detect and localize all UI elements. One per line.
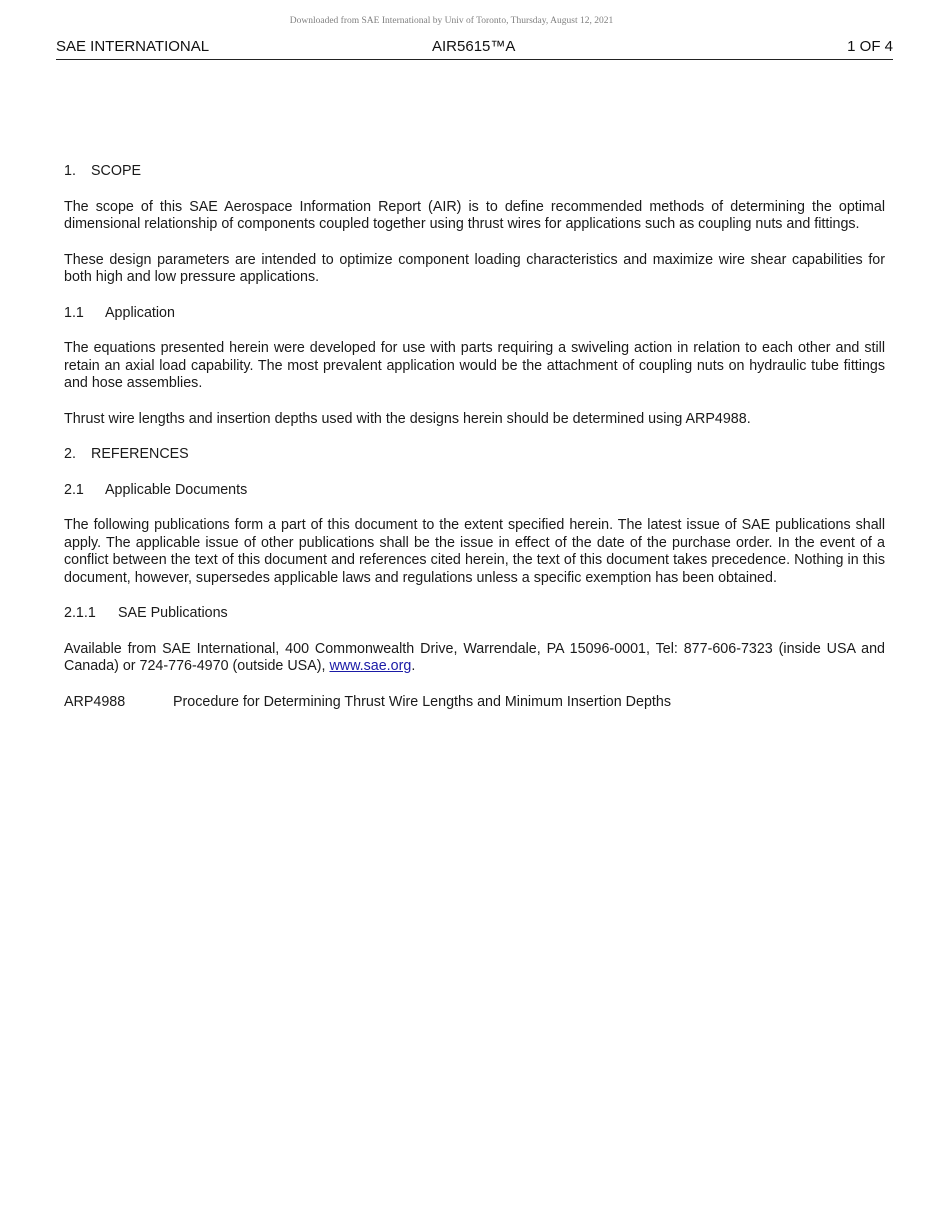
section-number: 2.1.1 <box>64 605 96 621</box>
reference-title: Procedure for Determining Thrust Wire Lengths and Minimum Insertion Depths <box>173 693 671 710</box>
header-page-number: 1 OF 4 <box>847 38 893 55</box>
header-organization: SAE INTERNATIONAL <box>56 38 210 55</box>
sae-website-link[interactable]: www.sae.org <box>329 658 412 674</box>
application-paragraph-2: Thrust wire lengths and insertion depths used with the designs herein should be determined using ARP4988. <box>64 410 751 427</box>
section-heading-application <box>64 305 885 323</box>
reference-entry <box>64 694 885 712</box>
section-number: 2.1 <box>64 481 84 498</box>
applicable-documents-paragraph: The following publications form a part of this document to the extent specified herein. The latest issue of SAE publications shall apply. The applicable issue of other publications shall be the issue in effect of the date of the purchase order. In the event of a conflict between the text of this document and references cited herein, the text of this document takes precedence. Nothing in this document, however, supersedes applicable laws and regulations unless a specific exemption has been obtained. <box>64 517 885 586</box>
scope-paragraph-1: The scope of this SAE Aerospace Information Report (AIR) is to define recommended methods of determining the optimal dimensional relationship of components coupled together using thrust wires for applications such as coupling nuts and fittings. <box>64 198 885 232</box>
sae-publications-paragraph <box>64 641 885 676</box>
application-paragraph-1: The equations presented herein were developed for use with parts requiring a swiveling action in relation to each other and still retain an axial load capability. The most prevalent application would be the attachment of coupling nuts on hydraulic tube fittings and hose assemblies. <box>64 340 885 391</box>
reference-id: ARP4988 <box>64 693 126 710</box>
section-title: REFERENCES <box>91 446 189 462</box>
section-number: 1.1 <box>64 304 84 321</box>
section-number: 1. <box>64 163 76 179</box>
sentence-end: . <box>411 658 416 674</box>
section-heading-applicable-documents <box>64 482 885 500</box>
download-notice: Downloaded from SAE International by Univ of Toronto, Thursday, August 12, 2021 <box>289 16 614 26</box>
section-heading-scope <box>64 163 885 181</box>
scope-paragraph-2: These design parameters are intended to optimize component loading characteristics and maximize wire shear capabilities for both high and low pressure applications. <box>64 251 885 285</box>
section-heading-sae-publications <box>64 605 885 623</box>
header-document-id: AIR5615™A <box>432 38 516 55</box>
sae-address-text: Available from SAE International, 400 Commonwealth Drive, Warrendale, PA 15096-0001, Tel: 877-606-7323 (inside USA and Canada) or 724-776-4970 (outside USA), <box>64 640 885 674</box>
page-header <box>56 38 893 60</box>
section-title: Applicable Documents <box>105 481 248 498</box>
section-title: SAE Publications <box>118 605 228 621</box>
section-title: Application <box>105 304 175 321</box>
document-body <box>64 163 885 711</box>
section-heading-references <box>64 446 885 464</box>
section-title: SCOPE <box>91 163 142 179</box>
section-number: 2. <box>64 446 76 462</box>
